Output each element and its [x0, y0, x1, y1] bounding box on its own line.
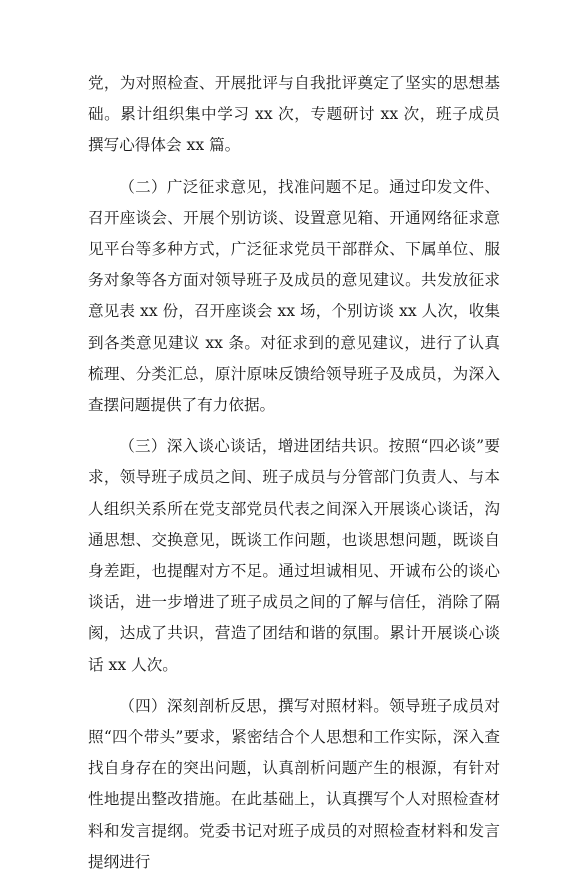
document-body — [88, 68, 500, 888]
paragraph-heart-to-heart-talks: （三）深入谈心谈话，增进团结共识。按照“四必谈”要求，领导班子成员之间、班子成员与分管部门负责人、与本人组织关系所在党支部党员代表之间深入开展谈心谈话，沟通思想、交换意见，既谈工作问题，也谈思想问题，既谈自身差距，也提醒对方不足。通过坦诚相见、开诚布公的谈心谈话，进一步增进了班子成员之间的了解与信任，消除了隔阂，达成了共识，营造了团结和谐的氛围。累计开展谈心谈话 xx 人次。 — [88, 437, 500, 674]
paragraph-study-summary: 党，为对照检查、开展批评与自我批评奠定了坚实的思想基础。累计组织集中学习 xx 次，专题研讨 xx 次，班子成员撰写心得体会 xx 篇。 — [88, 74, 500, 155]
paragraph-solicit-opinions: （二）广泛征求意见，找准问题不足。通过印发文件、召开座谈会、开展个别访谈、设置意见箱、开通网络征求意见平台等多种方式，广泛征求党员干部群众、下属单位、服务对象等各方面对领导班子及成员的意见建议。共发放征求意见表 xx 份，召开座谈会 xx 场，个别访谈 xx 人次，收集到各类意见建议 xx 条。对征求到的意见建议，进行了认真梳理、分类汇总，原汁原味反馈给领导班子及成员，为深入查摆问题提供了有力依据。 — [88, 177, 500, 415]
paragraph-self-reflection: （四）深刻剖析反思，撰写对照材料。领导班子成员对照“四个带头”要求，紧密结合个人思想和工作实际，深入查找自身存在的突出问题，认真剖析问题产生的根源，有针对性地提出整改措施。在此基础上，认真撰写个人对照检查材料和发言提纲。党委书记对班子成员的对照检查材料和发言提纲进行 — [88, 696, 500, 871]
